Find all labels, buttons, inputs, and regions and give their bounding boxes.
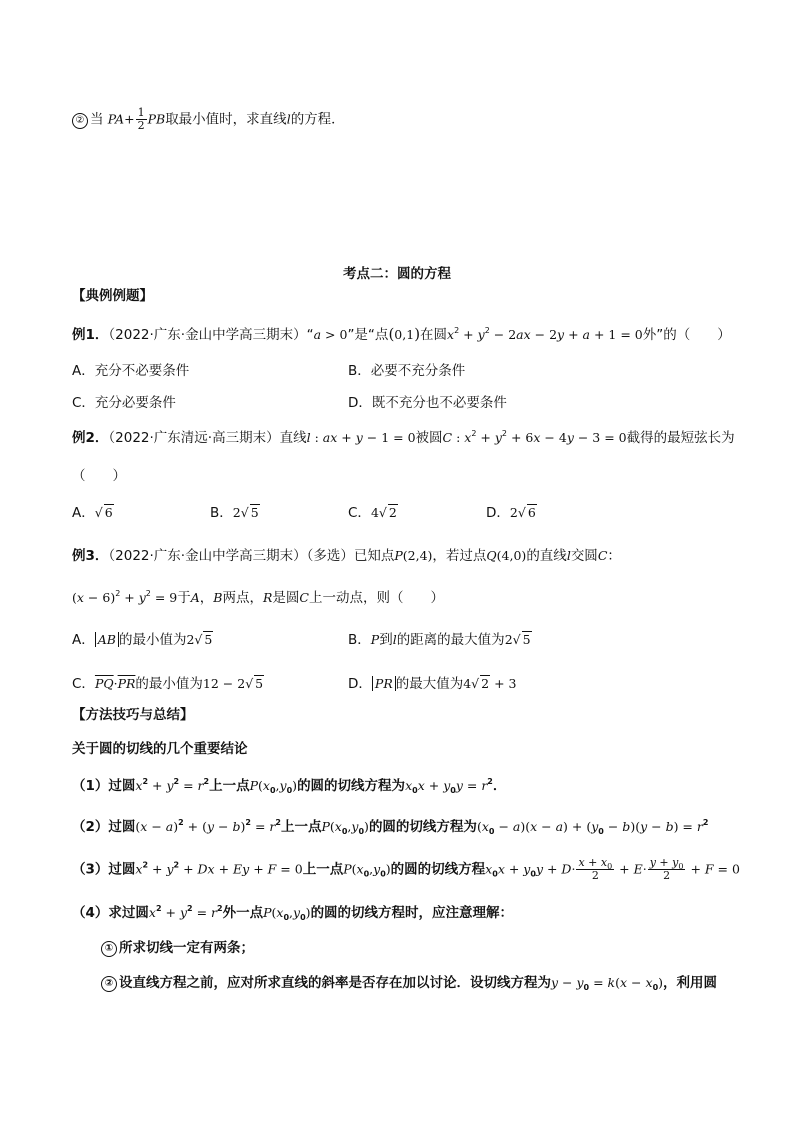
example-3-cont: $(x - 6)^2 + y^2 = 9$于A，B两点，R是圆C上一动点，则（ ）: [72, 589, 444, 606]
ex2-option-b[interactable]: B．2√ 5: [210, 505, 259, 521]
conclusion-3: （3）过圆$x^2 + y^2 + Dx + Ey + F = 0$上一点$P(x_0,y_0)$的圆的切线方程$x_0x + y_0y + D\cdot$ $\frac{x + x_0}{2}$ + E· $\frac{y + y_0}{2}$ + F = 0: [72, 856, 740, 882]
item-marker: ②: [101, 976, 117, 992]
item-marker: ②: [72, 113, 88, 129]
example-3: 例3．（2022·广东·金山中学高三期末）（多选）已知点P(2,4)，若过点Q(4,0)的直线l交圆C：: [72, 548, 621, 564]
sub-point-2: ② 设直线方程之前，应对所求直线的斜率是否存在加以讨论．设切线方程为$y - y_0 = k(x - x_0)$，利用圆: [101, 973, 717, 993]
q2-item: ② 当 PA+ $\frac{1}{2}$ PB取最小值时，求直线l的方程．: [72, 107, 345, 132]
ex1-option-b[interactable]: B．必要不充分条件: [348, 363, 466, 379]
conclusions-title: 关于圆的切线的几个重要结论: [72, 741, 248, 757]
ex3-option-d[interactable]: D． PR 的最大值为4√ 2 + 3: [348, 676, 517, 692]
fraction-one-half: $\frac{1}{2}$: [137, 106, 145, 132]
conclusion-4: （4）求过圆$x^2 + y^2 = r^2$外一点$P(x_0,y_0)$的圆的切线方程时，应注意理解：: [72, 904, 514, 922]
typical-heading: 【典例例题】: [72, 288, 153, 304]
ex1-option-d[interactable]: D．既不充分也不必要条件: [348, 395, 507, 411]
example-2: 例2．（2022·广东清远·高三期末）直线l : ax + y − 1 = 0被圆C : $x^2 + y^2 + 6x - 4y - 3 = 0$截得的最短弦长为: [72, 429, 735, 446]
sub-point-1: ① 所求切线一定有两条；: [101, 938, 254, 958]
ex3-option-c[interactable]: C．$\overline{PQ}\cdot\overline{PR}$的最小值为12 − 2√ 5: [72, 676, 264, 692]
conclusion-1: （1）过圆$x^2 + y^2 = r^2$上一点$P(x_0,y_0)$的圆的切线方程为$x_0x + y_0y = r^2$．: [72, 777, 507, 795]
ex3-option-b[interactable]: B．P到l的距离的最大值为2√ 5: [348, 632, 531, 648]
ex2-option-c[interactable]: C．4√ 2: [348, 505, 397, 521]
example-1: 例1．（2022·广东·金山中学高三期末）“a > 0”是“点(0,1)在圆$x^2 + y^2 - 2ax - 2y + a + 1 = 0$外”的（ ）: [72, 325, 731, 343]
ex3-option-a[interactable]: A． AB 的最小值为2√ 5: [72, 632, 213, 648]
conclusion-2: （2）过圆$(x - a)^2 + (y - b)^2 = r^2$上一点$P(x_0,y_0)$的圆的切线方程为$(x_0 - a)(x - a) + (y_0 - b)(y - b) = r^2$: [72, 818, 709, 836]
ex2-option-d[interactable]: D．2√ 6: [486, 505, 536, 521]
method-heading: 【方法技巧与总结】: [72, 707, 194, 723]
ex1-option-c[interactable]: C．充分必要条件: [72, 395, 176, 411]
ex1-option-a[interactable]: A．充分不必要条件: [72, 363, 190, 379]
item-marker: ①: [101, 941, 117, 957]
section-title: 考点二：圆的方程: [343, 266, 451, 282]
ex2-paren: （ ）: [72, 468, 126, 484]
ex2-option-a[interactable]: A．√ 6: [72, 505, 113, 521]
